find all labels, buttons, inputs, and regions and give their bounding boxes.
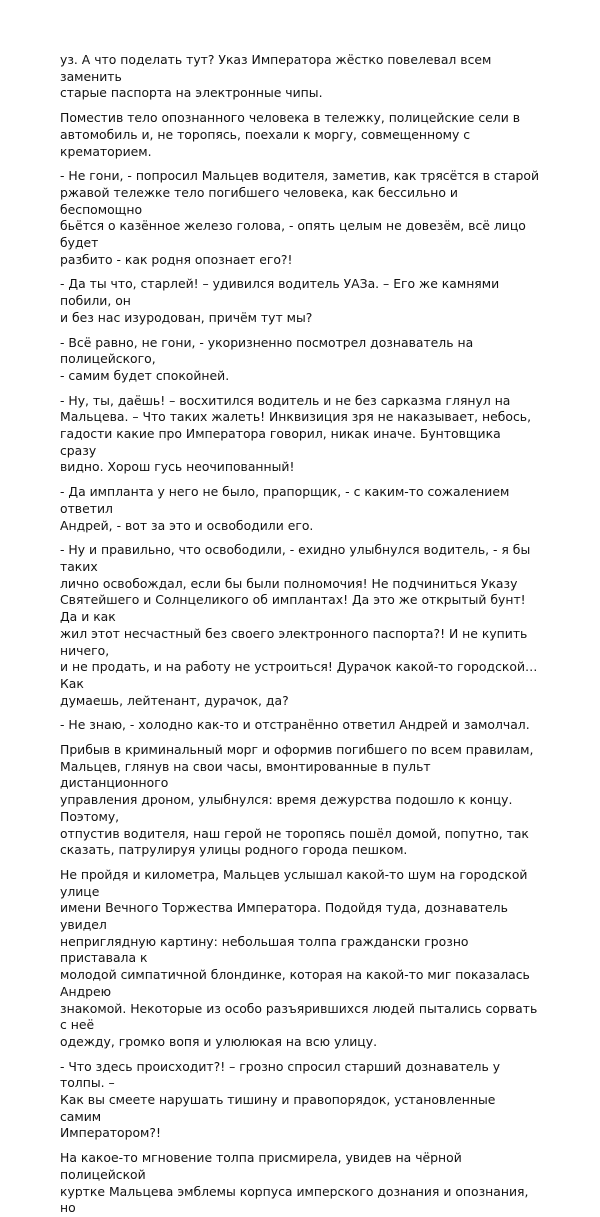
paragraph: - Не гони, - попросил Мальцев водителя, заметив, как трясётся в старой ржавой тележке тело погибшего человека, как бессильно и беспомощно бьётся о казённое железо голова, - опять целым не довезём, всё лицо будет разбито - как родня опознает его?! xyxy=(60,168,540,267)
paragraph: Прибыв в криминальный морг и оформив погибшего по всем правилам, Мальцев, глянув на свои часы, вмонтированные в пульт дистанционного управления дроном, улыбнулся: время дежурства подошло к концу. Поэтому, отпустив водителя, наш герой не торопясь пошёл домой, попутно, так сказать, патрулируя улицы родного города пешком. xyxy=(60,742,534,858)
paragraph: - Ну, ты, даёшь! – восхитился водитель и не без сарказма глянул на Мальцева. – Что таких жалеть! Инквизиция зря не наказывает, небось, гадости какие про Императора говорил, никак иначе. Бунтовщика сразу видно. Хорош гусь неочипованный! xyxy=(60,392,532,475)
paragraph: - Да импланта у него не было, прапорщик, - с каким-то сожалением ответил Андрей, - вот за это и освободили его. xyxy=(60,484,510,533)
paragraph: Поместив тело опознанного человека в тележку, полицейские сели в автомобиль и, не торопясь, поехали к моргу, совмещенному с крематорием. xyxy=(60,110,521,159)
paragraph: - Ну и правильно, что освободили, - ехидно улыбнулся водитель, - я бы таких лично освобождал, если бы были полномочия! Не подчиниться Указу Святейшего и Солнцеликого об имплантах! Да это же открытый бунт! Да и как жил этот несчастный без своего электронного паспорта?! И не купить ничего, и не продать, и на работу не устроиться! Дурачок какой-то городской… Как думаешь, лейтенант, дурачок, да? xyxy=(60,542,538,708)
paragraph: На какое-то мгновение толпа присмирела, увидев на чёрной полицейской куртке Мальцева эмблемы корпуса имперского дознания и опознания, но xyxy=(60,1150,529,1216)
paragraph: - Что здесь происходит?! – грозно спросил старший дознаватель у толпы. – Как вы смеете нарушать тишину и правопорядок, установленные самим Императором?! xyxy=(60,1058,501,1141)
paragraph: - Да ты что, старлей! – удивился водитель УАЗа. – Его же камнями побили, он и без нас изуродован, причём тут мы? xyxy=(60,276,500,325)
paragraph: Не пройдя и километра, Мальцев услышал какой-то шум на городской улице имени Вечного Торжества Императора. Подойдя туда, дознаватель увидел неприглядную картину: небольшая толпа граждански грозно приставала к молодой симпатичной блондинке, которая на какой-то миг показалась Андрею знакомой. Некоторые из особо разъярившихся людей пытались сорвать с неё одежду, громко вопя и улюлюкая на всю улицу. xyxy=(60,866,538,1049)
paragraph: - Всё равно, не гони, - укоризненно посмотрел дознаватель на полицейского, - самим будет спокойней. xyxy=(60,334,474,383)
paragraph: - Не знаю, - холодно как-то и отстранённо ответил Андрей и замолчал. xyxy=(60,717,530,733)
paragraph: уз. А что поделать тут? Указ Императора жёстко повелевал всем заменить старые паспорта на электронные чипы. xyxy=(60,52,492,101)
